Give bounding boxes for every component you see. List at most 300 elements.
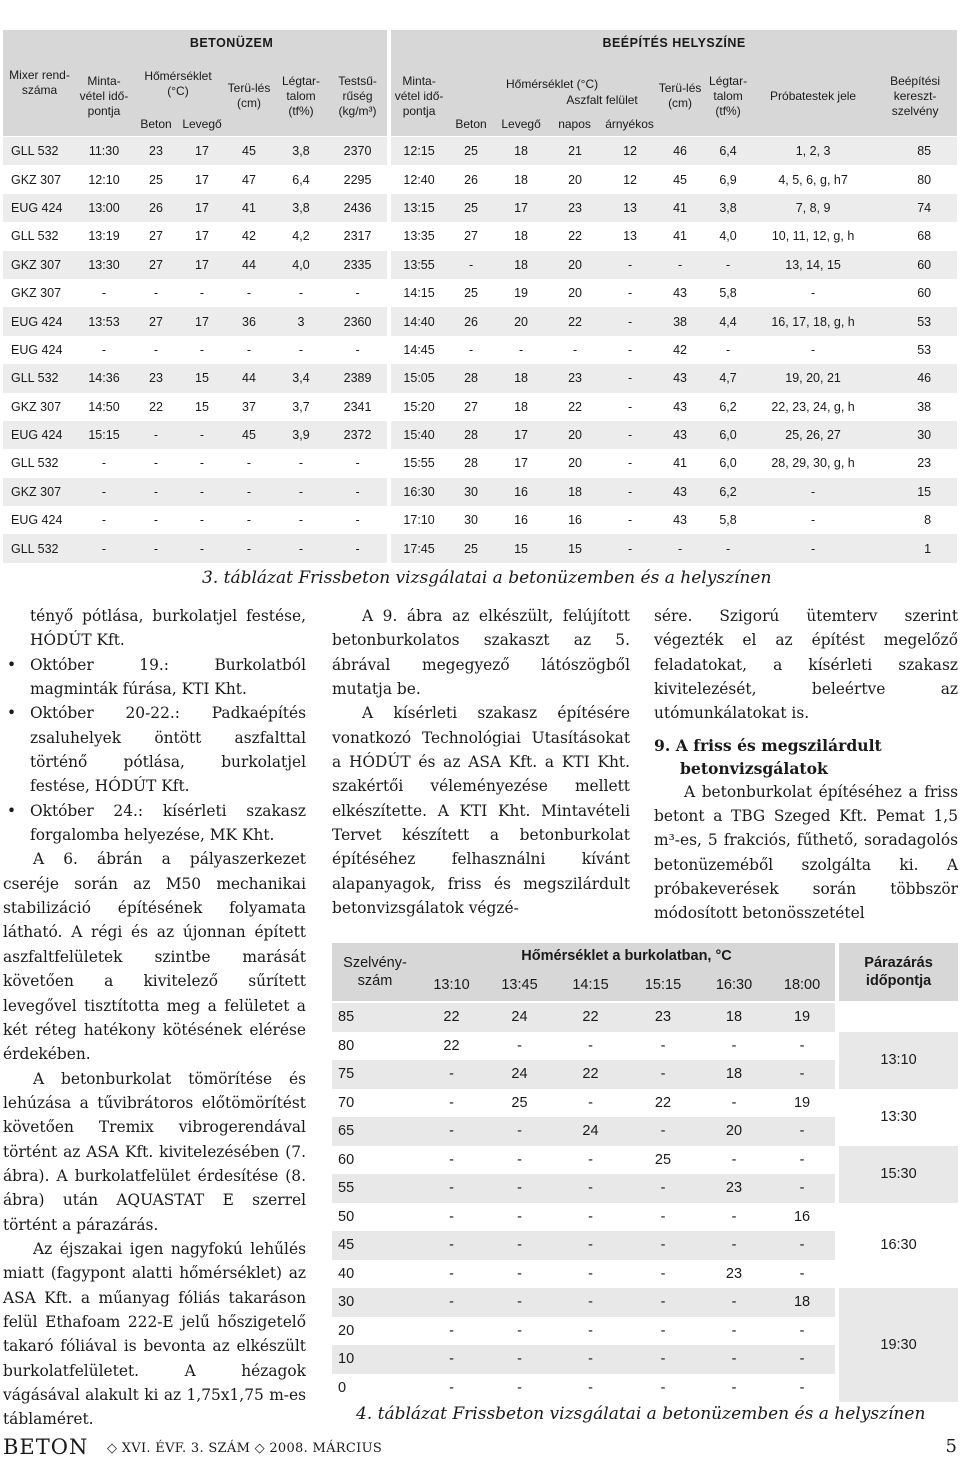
table-cell: - — [418, 1174, 485, 1203]
table-cell: GKZ 307 — [3, 251, 76, 279]
table-cell: 15:55 — [389, 449, 447, 477]
table-cell: - — [753, 534, 873, 562]
table-cell: 20 — [547, 165, 603, 193]
table-cell: 15 — [547, 534, 603, 562]
table-cell: - — [660, 1265, 666, 1282]
table-cell: - — [485, 1345, 554, 1374]
table-cell: 12 — [603, 165, 657, 193]
parazaras-time: 15:30 — [837, 1146, 958, 1203]
table-cell: 3,8 — [703, 194, 753, 222]
table-row — [332, 1288, 958, 1317]
table-cell: - — [449, 1379, 454, 1396]
table-row — [3, 137, 957, 165]
table-cell: GLL 532 — [3, 364, 76, 392]
table-cell: - — [769, 1174, 837, 1203]
table-cell: 22 — [132, 393, 180, 421]
table-cell: 46 — [873, 364, 957, 392]
table-cell: - — [703, 336, 753, 364]
table-cell: 25 — [447, 279, 495, 307]
table-cell: - — [588, 1208, 593, 1225]
table-cell: 50 — [338, 1208, 355, 1225]
page-number: 5 — [945, 1436, 957, 1457]
table-cell: - — [76, 478, 132, 506]
table-cell: 24 — [554, 1117, 627, 1146]
table-cell: 15:15 — [76, 421, 132, 449]
table-cell: - — [517, 1151, 522, 1168]
table-cell: - — [328, 506, 389, 534]
table-cell: EUG 424 — [3, 421, 76, 449]
table-cell: - — [769, 1231, 837, 1260]
table-cell: 18 — [547, 478, 603, 506]
table-cell: - — [76, 279, 132, 307]
table-cell: 45 — [657, 165, 703, 193]
table-cell: 22 — [554, 1060, 627, 1089]
table-cell: 13:00 — [76, 194, 132, 222]
table-cell: 6,4 — [274, 165, 328, 193]
table-cell: 22 — [443, 1037, 460, 1054]
table-cell: EUG 424 — [3, 307, 76, 335]
table-cell: 6,2 — [703, 478, 753, 506]
table-cell: 16, 17, 18, g, h — [753, 307, 873, 335]
table-cell: - — [274, 506, 328, 534]
table-cell: GKZ 307 — [3, 478, 76, 506]
table-cell: 7, 8, 9 — [753, 194, 873, 222]
table-cell: 45 — [224, 421, 274, 449]
table-cell: 28 — [447, 421, 495, 449]
header-terules-2: Terü-lés (cm) — [657, 56, 703, 136]
table-cell: - — [731, 1094, 737, 1111]
table-cell: 22 — [547, 222, 603, 250]
header-szelveny: Szelvény-szám — [332, 943, 418, 1001]
table-cell: - — [449, 1151, 454, 1168]
table-cell: - — [769, 1060, 837, 1089]
table-cell: - — [769, 1117, 837, 1146]
table-cell: - — [449, 1208, 454, 1225]
table-cell: - — [418, 1231, 485, 1260]
table-cell: 27 — [132, 222, 180, 250]
table-cell: 27 — [132, 307, 180, 335]
table-cell: 22 — [547, 307, 603, 335]
table-cell: - — [449, 1265, 454, 1282]
table-cell: 19 — [769, 1003, 837, 1032]
table-cell: 30 — [873, 421, 957, 449]
table-cell: 25 — [447, 137, 495, 165]
table-cell: 43 — [657, 478, 703, 506]
table-cell: 18 — [699, 1003, 769, 1032]
table-cell: - — [703, 251, 753, 279]
table-cell: 17 — [180, 165, 224, 193]
table-cell: - — [224, 478, 274, 506]
table-cell: 26 — [447, 165, 495, 193]
table-cell: 20 — [547, 279, 603, 307]
table-cell: 60 — [873, 279, 957, 307]
table-cell: 13:15 — [389, 194, 447, 222]
journal-name: BETON — [3, 1435, 89, 1459]
table-cell: 43 — [657, 421, 703, 449]
table-cell: - — [753, 336, 873, 364]
table-cell: 2436 — [328, 194, 389, 222]
table-cell: 30 — [447, 478, 495, 506]
table-row — [3, 478, 957, 506]
table-cell: 40 — [338, 1265, 355, 1282]
table-cell: GLL 532 — [3, 222, 76, 250]
table-cell: 0 — [338, 1379, 347, 1396]
table-cell: 45 — [332, 1231, 418, 1260]
paragraph: Az éjszakai igen nagyfokú lehűlés miatt (fagypont alatti hőmérséklet) az ASA Kft. a műanyag fóliás takaráson felül Ethafoam 222-E jelű hőszigetelő takaró fóliával is bevonta az elkészült burkolatfelületet. A hézagok vágásával alakult ki az 1,75x1,75 m-es táblaméret. — [3, 1239, 306, 1429]
table-cell: 6,2 — [703, 393, 753, 421]
bullet-icon: • — [7, 704, 17, 723]
table-cell: - — [328, 534, 389, 562]
table-cell: 16 — [495, 506, 547, 534]
table-cell: 4,0 — [274, 251, 328, 279]
table-cell: 18 — [699, 1060, 769, 1089]
list-item-text: Október 24.: kísérleti szakasz forgalomba helyezése, MK Kht. — [30, 801, 306, 845]
table-cell: - — [485, 1117, 554, 1146]
table-cell: 22 — [418, 1003, 485, 1032]
table-cell: 4, 5, 6, g, h7 — [753, 165, 873, 193]
table-cell: 2370 — [328, 137, 389, 165]
table-cell: - — [224, 336, 274, 364]
table-cell: - — [603, 364, 657, 392]
table-cell: 20 — [699, 1117, 769, 1146]
table-cell: - — [588, 1037, 593, 1054]
table-cell: 22 — [547, 393, 603, 421]
table-cell: EUG 424 — [3, 194, 76, 222]
table-cell: - — [603, 449, 657, 477]
table-cell: 5,8 — [703, 506, 753, 534]
table-cell: 18 — [769, 1288, 837, 1317]
table-cell: 18 — [495, 393, 547, 421]
parazaras-time: 19:30 — [837, 1288, 958, 1402]
table-4-body — [332, 1003, 958, 1402]
table-cell: - — [224, 506, 274, 534]
table-cell: - — [731, 1379, 737, 1396]
table-3-caption: 3. táblázat Frissbeton vizsgálatai a betonüzemben és a helyszínen — [202, 568, 772, 588]
table-cell: GLL 532 — [3, 449, 76, 477]
table-cell: 17 — [180, 251, 224, 279]
table-cell: - — [274, 478, 328, 506]
table-cell: 22, 23, 24, g, h — [753, 393, 873, 421]
section-heading: 9. A friss és megszilárdult betonvizsgálatok — [654, 735, 882, 778]
header-homerseklet-2: Hőmérséklet (°C) — [447, 56, 657, 112]
time-header: 16:30 — [699, 969, 769, 1001]
issue-info: ◇ XVI. ÉVF. 3. SZÁM ◇ 2008. MÁRCIUS — [107, 1441, 383, 1456]
table-cell: - — [418, 1117, 485, 1146]
table-cell: 6,0 — [703, 421, 753, 449]
table-row — [3, 393, 957, 421]
table-cell: - — [603, 393, 657, 421]
table-cell: - — [224, 449, 274, 477]
table-cell: - — [769, 1345, 837, 1374]
time-header: 13:10 — [418, 969, 485, 1001]
table-cell: - — [699, 1288, 769, 1317]
table-cell: - — [627, 1345, 699, 1374]
table-cell: - — [753, 478, 873, 506]
table-row — [3, 449, 957, 477]
table-cell: 44 — [224, 364, 274, 392]
table-cell: 65 — [332, 1117, 418, 1146]
table-cell: 42 — [224, 222, 274, 250]
paragraph: A betonburkolat tömörítése és lehúzása a tűvibrátoros előtömörítést követően Tremix vibrogerendával történt az ASA Kft. kivitelezésében (7. ábra). A burkolatfelület érdesítése (8. ábra) után AQUASTAT E szerrel történt a párazárás. — [3, 1069, 306, 1234]
table-cell: - — [660, 1379, 666, 1396]
table-cell: - — [699, 1345, 769, 1374]
table-cell: - — [180, 534, 224, 562]
table-cell: 13, 14, 15 — [753, 251, 873, 279]
table-cell: - — [660, 1208, 666, 1225]
table-cell: - — [180, 449, 224, 477]
table-cell: 75 — [332, 1060, 418, 1089]
table-cell: 41 — [657, 194, 703, 222]
table-cell: 18 — [495, 364, 547, 392]
table-cell: - — [76, 336, 132, 364]
table-cell: 15 — [180, 364, 224, 392]
table-cell: - — [132, 506, 180, 534]
table-cell: 3,7 — [274, 393, 328, 421]
table-cell: - — [799, 1037, 805, 1054]
table-cell: - — [76, 534, 132, 562]
table-cell: - — [180, 478, 224, 506]
table-cell: 13 — [603, 222, 657, 250]
table-cell: 23 — [627, 1003, 699, 1032]
table-cell: 17 — [180, 137, 224, 165]
table-cell: 23 — [699, 1174, 769, 1203]
table-4-caption: 4. táblázat Frissbeton vizsgálatai a betonüzemben és a helyszínen — [356, 1404, 926, 1424]
table-cell: 42 — [657, 336, 703, 364]
table-cell: - — [547, 336, 603, 364]
table-cell: 30 — [447, 506, 495, 534]
page-footer — [3, 1435, 957, 1459]
table-cell: - — [180, 421, 224, 449]
list-item — [3, 701, 306, 798]
table-cell: 45 — [224, 137, 274, 165]
header-aszfalt: Aszfalt felület — [566, 92, 638, 107]
table-cell: - — [703, 534, 753, 562]
table-cell: 22 — [554, 1003, 627, 1032]
header-beepitesi: Beépítési kereszt-szelvény — [873, 56, 957, 136]
list-item-text: Október 20-22.: Padkaépítés zsaluhelyek öntött aszfalttal történő pótlása, burkolatjel festése, HÓDÚT Kft. — [30, 704, 306, 796]
header-parazaras: Párazárás időpontja — [837, 943, 958, 1001]
table-cell: - — [224, 279, 274, 307]
table-cell: 38 — [873, 393, 957, 421]
table-cell: 80 — [338, 1037, 355, 1054]
table-cell: 13:53 — [76, 307, 132, 335]
table-cell: - — [485, 1174, 554, 1203]
paragraph: A kísérleti szakasz építésére vonatkozó Technológiai Utasításokat a HÓDÚT és az ASA Kft. a KTI Kht. szakértői véleményezése mellett elkészítette. A KTI Kht. Mintavételi Tervet készített a betonburkolat építéséhez felhasználni kívánt alapanyagok, friss és megszilárdult betonvizsgálatok végzé- — [332, 704, 630, 918]
table-cell: - — [274, 279, 328, 307]
table-cell: 12 — [603, 137, 657, 165]
table-cell: - — [328, 478, 389, 506]
table-cell: 16 — [793, 1208, 811, 1225]
table-cell: 23 — [547, 194, 603, 222]
table-row — [3, 364, 957, 392]
table-cell: 19 — [793, 1094, 811, 1111]
table-cell: - — [180, 506, 224, 534]
table-cell: 26 — [132, 194, 180, 222]
table-cell: - — [132, 534, 180, 562]
table-cell: - — [517, 1208, 522, 1225]
header-legtartalom-1: Légtar-talom (tf%) — [274, 56, 328, 136]
table-cell: 47 — [224, 165, 274, 193]
table-cell: 74 — [873, 194, 957, 222]
table-cell: - — [657, 251, 703, 279]
table-cell: 12:15 — [389, 137, 447, 165]
table-cell: 10 — [332, 1345, 418, 1374]
table-cell: 19, 20, 21 — [753, 364, 873, 392]
table-cell: 23 — [547, 364, 603, 392]
table-cell: - — [132, 336, 180, 364]
table-cell: 27 — [447, 393, 495, 421]
table-cell: - — [660, 1037, 666, 1054]
table-cell: - — [328, 336, 389, 364]
table-cell: - — [603, 336, 657, 364]
table-cell: - — [132, 421, 180, 449]
table-cell: - — [224, 534, 274, 562]
table-cell: 4,0 — [703, 222, 753, 250]
table-cell: 53 — [873, 307, 957, 335]
table-row — [332, 1032, 958, 1061]
paragraph: A 6. ábrán a pályaszerkezet cseréje során az M50 mechanikai stabilizáció építésének folyamata látható. A régi és az újonnan épített aszfaltfelületek szintbe marását követően a kivitelező sűrített levegővel tisztította meg a felületet a két réteg hatékony kötésének elérése érdekében. — [3, 850, 306, 1064]
table-cell: - — [731, 1037, 737, 1054]
parazaras-time: 16:30 — [837, 1203, 958, 1289]
table-cell: 2295 — [328, 165, 389, 193]
table-cell: - — [799, 1151, 805, 1168]
header-aszfalt-group — [547, 92, 657, 136]
table-cell: GKZ 307 — [3, 165, 76, 193]
table-cell: - — [132, 478, 180, 506]
table-cell: 37 — [224, 393, 274, 421]
table-row — [3, 506, 957, 534]
table-cell: EUG 424 — [3, 506, 76, 534]
table-cell: 5,8 — [703, 279, 753, 307]
time-header: 18:00 — [769, 969, 837, 1001]
table-cell: 20 — [495, 307, 547, 335]
table-cell: 28 — [447, 364, 495, 392]
table-cell: 15:20 — [389, 393, 447, 421]
table-cell: - — [76, 506, 132, 534]
parazaras-time — [837, 1003, 958, 1032]
table-cell: - — [588, 1094, 593, 1111]
table-cell: - — [660, 1322, 666, 1339]
table-cell: 80 — [873, 165, 957, 193]
table-cell: 6,4 — [703, 137, 753, 165]
table-cell: 23 — [873, 449, 957, 477]
header-mintavetel-1: Minta-vétel idő-pontja — [76, 56, 132, 136]
table-cell: 6,0 — [703, 449, 753, 477]
table-cell: - — [418, 1288, 485, 1317]
table-cell: 36 — [224, 307, 274, 335]
table-cell: 1, 2, 3 — [753, 137, 873, 165]
table-cell: - — [274, 449, 328, 477]
table-cell: - — [76, 449, 132, 477]
table-cell: 4,2 — [274, 222, 328, 250]
table-cell: 44 — [224, 251, 274, 279]
table-cell: 3,8 — [274, 137, 328, 165]
text-column-2 — [332, 604, 630, 920]
table-cell: 85 — [873, 137, 957, 165]
table-cell: 2372 — [328, 421, 389, 449]
header-homerseklet-1: Hőmérséklet (°C) — [132, 56, 224, 112]
table-cell: 4,4 — [703, 307, 753, 335]
paragraph: sére. Szigorú ütemterv szerint végezték el az építést megelőző feladatokat, a kísérleti szakasz kivitelezését, beleértve az utómunkálatokat is. — [654, 607, 958, 723]
table-4 — [332, 943, 958, 1402]
table-cell: - — [627, 1288, 699, 1317]
table-cell: 16 — [547, 506, 603, 534]
table-cell: 53 — [873, 336, 957, 364]
table-cell: 3 — [274, 307, 328, 335]
table-cell: 14:50 — [76, 393, 132, 421]
table-cell: - — [799, 1265, 805, 1282]
table-cell: - — [627, 1174, 699, 1203]
table-cell: 14:40 — [389, 307, 447, 335]
table-row — [332, 1146, 958, 1175]
time-header: 15:15 — [627, 969, 699, 1001]
group-header-betonuzem: BETONÜZEM — [76, 30, 389, 56]
list-item-text: Október 19.: Burkolatból magminták fúrása, KTI Kht. — [30, 655, 306, 699]
table-cell: 28, 29, 30, g, h — [753, 449, 873, 477]
table-cell: 68 — [873, 222, 957, 250]
table-cell: - — [274, 534, 328, 562]
table-3 — [3, 30, 957, 563]
table-cell: - — [554, 1231, 627, 1260]
paragraph: tényő pótlása, burkolatjel festése, HÓDÚT Kft. — [30, 607, 306, 650]
parazaras-time: 13:10 — [837, 1032, 958, 1089]
table-cell: 2389 — [328, 364, 389, 392]
table-cell: 21 — [547, 137, 603, 165]
table-cell: 41 — [657, 449, 703, 477]
table-cell: 27 — [447, 222, 495, 250]
header-terules-1: Terü-lés (cm) — [224, 56, 274, 136]
table-cell: 25 — [447, 534, 495, 562]
table-cell: 14:45 — [389, 336, 447, 364]
table-cell: 23 — [725, 1265, 743, 1282]
table-cell: 25 — [447, 194, 495, 222]
table-row — [3, 307, 957, 335]
table-cell: - — [588, 1379, 593, 1396]
table-cell: 15:40 — [389, 421, 447, 449]
table-cell: 11:30 — [76, 137, 132, 165]
table-cell: 12:40 — [389, 165, 447, 193]
table-cell: 13 — [603, 194, 657, 222]
table-cell: - — [328, 449, 389, 477]
table-cell: 18 — [495, 165, 547, 193]
table-cell: - — [627, 1117, 699, 1146]
table-3-body — [3, 137, 957, 563]
table-cell: 17 — [495, 421, 547, 449]
table-cell: 14:15 — [389, 279, 447, 307]
table-cell: 43 — [657, 364, 703, 392]
table-cell: 26 — [447, 307, 495, 335]
table-cell: 10, 11, 12, g, h — [753, 222, 873, 250]
table-cell: 22 — [654, 1094, 672, 1111]
table-cell: 20 — [547, 251, 603, 279]
table-cell: - — [799, 1322, 805, 1339]
table-cell: 16:30 — [389, 478, 447, 506]
bullet-icon: • — [7, 655, 17, 674]
table-cell: 23 — [132, 137, 180, 165]
bullet-icon: • — [7, 801, 17, 820]
table-cell: GKZ 307 — [3, 279, 76, 307]
bullet-list — [3, 653, 306, 848]
table-cell: 20 — [547, 449, 603, 477]
table-cell: - — [132, 279, 180, 307]
table-cell: - — [554, 1345, 627, 1374]
table-cell: 60 — [873, 251, 957, 279]
table-cell: 2317 — [328, 222, 389, 250]
table-cell: - — [588, 1265, 593, 1282]
list-item — [3, 799, 306, 848]
table-cell: 17:45 — [389, 534, 447, 562]
table-row — [3, 421, 957, 449]
